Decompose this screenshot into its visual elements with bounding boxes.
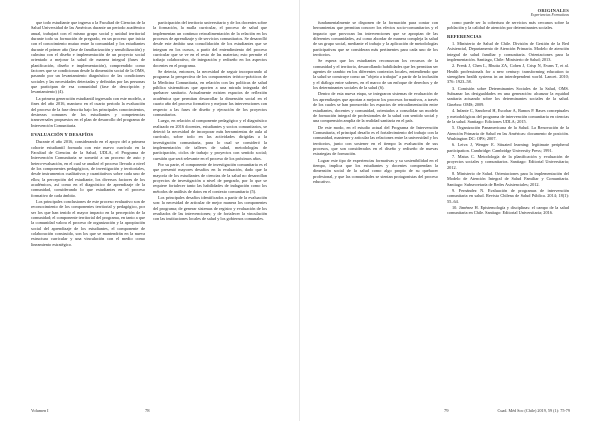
body-paragraph: participación del territorio universitario y de los docentes sobre la formación, la malla curricular, el proceso de salud que implementan un continuo retroalimentación de la relación en los procesos de aprendizaje y de servicios comunitarios. Se desarrolló desde este ámbito una consolidación de los estudiantes que se integran en los cursos, a partir del entendimiento del proceso curricular que se ve en el resto de las materias; esto permite el trabajo colaborativo, de integración y rediseño en los aspectos docentes en el programa.	[153, 20, 267, 68]
journal-citation: Cuad. Méd Soc (Chile) 2019, 59 (1): 75-79	[497, 408, 570, 413]
right-column-1	[313, 20, 438, 399]
body-paragraph: Se espera que los estudiantes reconozcan los recursos de la comunidad y el territorio, desarrollando habilidades que les permitan ser agentes de cambio en los diferentes contextos locales, entendiendo que la salud se construye como un "objeto a trabajar" a partir de la inclusión y el diálogo entre saberes, en el marco de un enfoque de derechos y de los determinantes sociales de la salud (6).	[313, 58, 438, 91]
reference-item: 3. Comisión sobre Determinantes Sociales de la Salud, OMS. Subsanar las desigualdades en una generación: alcanzar la equidad sanitaria actuando sobre los determinantes sociales de la salud. Ginebra: OMS; 2009.	[447, 85, 569, 107]
running-head-subtitle: Experiencias Formativas	[530, 13, 569, 17]
reference-item: 4. Infante C, Sandoval H, Escobar A, Ramos P. Bases conceptuales y metodológicas del programa de intervención comunitaria en ciencias de la salud. Santiago: Ediciones UDLA; 2015.	[447, 108, 569, 124]
reference-item: 8. Ministerio de Salud. Orientaciones para la implementación del Modelo de Atención Integral de Salud Familiar y Comunitaria. Santiago: Subsecretaría de Redes Asistenciales; 2012.	[447, 170, 569, 187]
body-paragraph: Los principales desafíos identificados a partir de la evaluación son: la necesidad de articular de mejor manera los componentes del programa; de generar sistemas de registro y evaluación de los resultados de las intervenciones; y de fortalecer la vinculación con las instituciones locales de salud y los gobiernos comunales.	[153, 195, 267, 222]
reference-item: 5. Organización Panamericana de la Salud. La Renovación de la Atención Primaria de Salud en las Américas: documento de posición. Washington DC: OPS; 2007.	[447, 125, 569, 141]
right-page	[300, 0, 600, 421]
section-heading: EVALUACIÓN Y DESAFÍOS	[31, 131, 94, 137]
volume-label: Volumen I	[31, 408, 49, 413]
body-paragraph: Lograr este tipo de experiencias formativas y su sostenibilidad en el tiempo, implica que los estudiantes y docentes comprendan la dimensión social de la salud como algo propio de su quehacer profesional, y que las comunidades se sientan protagonistas del proceso educativo.	[313, 157, 438, 184]
body-paragraph: De este modo, en el estudio actual del Programa de Intervención Comunitaria, el principal desafío es el fortalecimiento del trabajo con la comunidad, mantener y articular las relaciones entre la universidad y los territorios, junto con sostener en el tiempo la evaluación de sus procesos, que son considerados en el diseño y rediseño de nuevas estrategias de formación.	[313, 124, 438, 157]
body-paragraph: que todo estudiante que ingresa a la Facultad de Ciencias de la Salud Universidad de las Américas durante un periodo académico anual, trabajará con el mismo grupo social y unidad territorial durante todo su formación de pregrado, en un proceso que inicia con el conocimiento mutuo entre la comunidad y los estudiantes durante el primer año (fase de familiarización y sensibilización) y culmina con el diseño e implementación de un proyecto social orientado a mejorar la salud de manera integral (fases de planificación, diseño e implementación), comprendido como factores que se condicionan desde la dimensión social de la OMS, pasando por un levantamiento diagnóstico de las condiciones sociales y las necesidades detectadas y definidas por las personas que participan de esa comunidad (fase de descripción y levantamiento) (4).	[31, 20, 145, 95]
body-paragraph: La primera generación estudiantil ingresada con este modelo, a fines del año 2016, mantuvo en el cuarto periodo la evaluación del proceso de la fase descrita bajo los principales conocimientos, destrezas comunes de los estudiantes y competencias transversales propuestos en el plan de desarrollo del programa de Intervención Comunitaria.	[31, 95, 145, 128]
reference-item: 10. Jiménez H. Epistemología y disciplinas: el campo de la salud comunitaria en Chile. Santiago: Editorial Universitaria; 2016.	[447, 205, 569, 216]
reference-item: 7. Matus C. Metodología de la planificación y evaluación de proyectos sociales y comunitarios. Santiago: Editorial Universitaria; 2012.	[447, 153, 569, 170]
body-paragraph: Dentro de esta nueva etapa, se integraron sistemas de evaluación de los aprendizajes que aportan a mejorar los procesos formativos, a través de los cuales se han promovido los espacios de retroalimentación entre estudiantes, docentes y comunidad, orientados a consolidar un modelo de formación integral de profesionales de la salud con sentido social y una comprensión amplia de la realidad sanitaria en el país.	[313, 91, 438, 124]
body-paragraph: Se detecta, entonces, la necesidad de seguir incorporando al programa la perspectiva de los componentes teórico-prácticos de la Medicina Comunitaria, en relación con las políticas de salud pública sistemáticas que aporten a una mirada integrada del quehacer sanitario. Actualmente existen espacios de reflexión académica que permitan desarrollar la dimensión social en el cuarto año del proceso formativo y mejorar las intervenciones con respecto a las fases de diseño y ejecución de los proyectos comunitarios.	[153, 69, 267, 117]
body-paragraph: como puede ser la cobertura de servicios más cercanos sobre la población y la calidad de atención por determinantes sociales.	[447, 20, 569, 31]
page-number-left: 78	[145, 408, 150, 413]
reference-item: 9. Fernández N. Evaluación de programas de intervención comunitaria en salud. Revista Chilena de Salud Pública. 2014; 18(1): 55–64.	[447, 187, 569, 204]
running-head-title: ORIGINALES	[537, 8, 569, 13]
left-column-1	[31, 20, 145, 399]
body-paragraph: Por su parte, el componente de investigación comunitaria es el que presentó mayores desafíos en la evaluación, dado que la mayoría de los estudiantes de ciencias de la salud no desarrollan proyectos de investigación a nivel de pregrado, por lo que se requiere fortalecer tanto las habilidades de indagación como los métodos de análisis de datos en el contexto comunitario (5).	[153, 161, 267, 194]
reference-item: 1. Ministerio de Salud de Chile. División de Gestión de la Red Asistencial, Departamento de Atención Primaria. Modelo de atención integral de salud familiar y comunitaria. Orientaciones para la implementación. Santiago, Chile: Ministerio de Salud; 2013.	[447, 41, 569, 63]
left-column-2	[153, 20, 267, 399]
reference-item: 2. Frenk J, Chen L, Bhutta ZA, Cohen J, Crisp N, Evans T, et al. Health professionals for a new century: transforming education to strengthen health systems in an interdependent world. Lancet. 2010; 376: 1923–58.	[447, 63, 569, 85]
running-head	[531, 8, 569, 18]
body-paragraph: fundamentalmente se disponen de la formación para contar con herramientas que permitan conocer los efectos socio-comunitarios y el impacto que provocan las intervenciones que se apropian de las diferentes comunidades, así como abordar de manera compleja la salud de un grupo social, mediante el trabajo y la aplicación de metodologías participativas que se consideran más pertinentes para cada uno de los territorios.	[313, 20, 438, 58]
page-number-right: 79	[444, 408, 449, 413]
reference-item: 6. Leiva J, Wenger E. Situated learning: legitimate peripheral participation. Cambridge: Cambridge University Press; 1991.	[447, 142, 569, 153]
references-heading: REFERENCIAS	[447, 33, 482, 39]
right-column-2	[447, 20, 569, 399]
body-paragraph: Durante el año 2016, considerando en el apoyo del a primera cohorte estudiantil formada con este nuevo currículo en la Facultad de Ciencias de la Salud, UDLA, el Programa de Intervención Comunitaria se sometió a un proceso de auto y hetero-evaluación, en el cual se analizó el proceso llevado a nivel de los componentes pedagógicos, de investigación y territoriales, desde instrumentos cualitativos y cuantitativos sobre cada uno de ellos; la percepción del estudiante, los diversos factores de los académicos, así como en el diagnóstico de aprendizaje de la comunidad, considerando lo que estudiantes en el proceso formativo de cada ámbito.	[31, 139, 145, 198]
body-paragraph: Los principales conclusiones de este proceso evaluativo son de reconocimiento de los componentes territorial y pedagógico, por ser los que han tenido el mayor impacto en la percepción de la comunidad; el componente territorial del programa, en tanto a que la comunidad valora el proceso de organización y la apropiación social del aprendizaje de los estudiantes, el componente de colaboración construido, son los que se mantendrán en la nueva estructura curricular y una vinculación con el medio como lineamiento estratégico.	[31, 199, 145, 247]
body-paragraph: Luego, en relación al componente pedagógico y el diagnóstico realizado en 2016 docentes, estudiantes y socios comunitarios, se detectó la necesidad de incorporar más herramientas de aula al currículo, sobre todo en las actividades dirigidas a la investigación comunitaria, para lo cual se consideró la implementación de talleres de salud, metodologías de participación, ciclos de trabajo y proyectos con sentido social; cuestión que será relevante en el proceso de los próximos años.	[153, 118, 267, 161]
